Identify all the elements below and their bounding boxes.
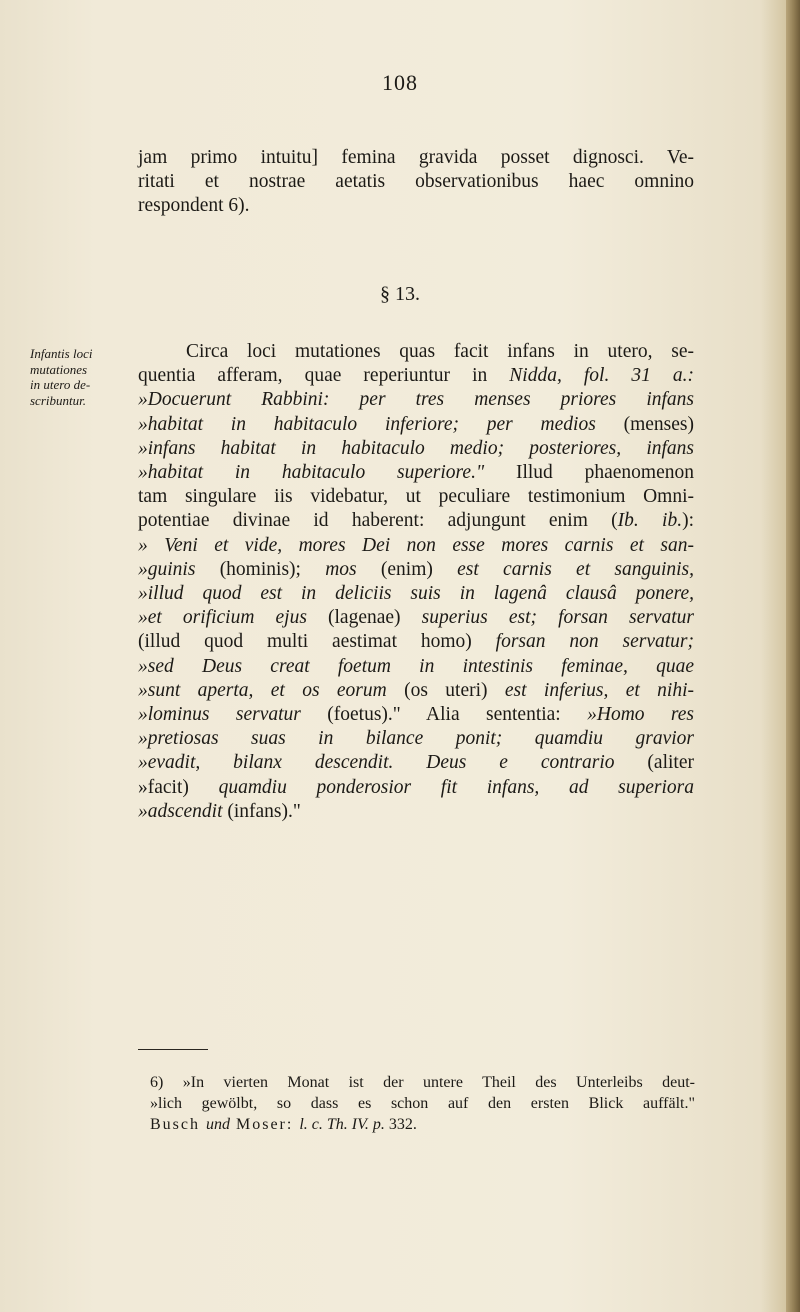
citation: Ib. ib. (617, 510, 683, 532)
text-line: »et orificium ejus (lagenae) superius est; forsan servatur (138, 607, 694, 629)
footnote-line: Busch und Moser: l. c. Th. IV. p. 332. (150, 1116, 417, 1133)
text-line: »guinis (hominis); mos (enim) est carnis et sanguinis, (138, 558, 695, 580)
footnote (150, 1072, 695, 1135)
text-line: »adscendit (infans)." (138, 800, 301, 822)
margin-note (30, 346, 130, 408)
section-heading: § 13. (380, 283, 420, 305)
text-line: quentia afferam, quae reperiuntur in Nidda, fol. 31 a.: (138, 365, 695, 387)
page-number: 108 (382, 70, 418, 95)
margin-note-line: mutationes (30, 361, 88, 377)
text-line: respondent 6). (138, 195, 250, 217)
footnote-divider (138, 1049, 208, 1050)
text-line: ritati et nostrae aetatis observationibus haec omnino (138, 171, 694, 193)
text-line: »facit) quamdiu ponderosior fit infans, ad superiora (138, 776, 694, 798)
margin-note-line: Infantis loci (30, 346, 93, 361)
text-line: potentiae divinae id haberent: adjungunt enim (Ib. ib.): (138, 510, 694, 532)
margin-note-line: in utero de- (30, 377, 91, 392)
paragraph-main (138, 340, 694, 824)
paragraph-intro (138, 146, 694, 219)
text-line: »habitat in habitaculo inferiore; per medios (menses) (138, 413, 694, 435)
text-line: (illud quod multi aestimat homo) forsan non servatur; (138, 631, 694, 653)
text-line: »lominus servatur (foetus)." Alia sententia: »Homo res (138, 704, 695, 726)
text-line: »sunt aperta, et os eorum (os uteri) est inferius, et nihi- (138, 679, 695, 701)
text-line: »illud quod est in deliciis suis in lagenâ clausâ ponere, (138, 583, 694, 605)
page-edge-shadow (786, 0, 800, 1312)
footnote-line: 6) »In vierten Monat ist der untere Theil des Unterleibs deut- (150, 1074, 695, 1091)
text-line: jam primo intuitu] femina gravida posset dignosci. Ve- (138, 147, 694, 168)
text-line: »pretiosas suas in bilance ponit; quamdiu gravior (138, 728, 694, 750)
margin-note-line: scribuntur. (30, 392, 86, 408)
text-line: Circa loci mutationes quas facit infans in utero, se- (186, 341, 694, 362)
citation: Nidda, fol. (509, 365, 610, 387)
text-line: »evadit, bilanx descendit. Deus e contrario (aliter (138, 752, 694, 774)
footnote-line: »lich gewölbt, so dass es schon auf den ersten Blick auffält." (150, 1095, 695, 1112)
text-line: »infans habitat in habitaculo medio; posteriores, infans (138, 437, 694, 459)
text-line: tam singulare iis videbatur, ut peculiare testimonium Omni- (138, 486, 694, 508)
text-line: »habitat in habitaculo superiore." Illud phaenomenon (138, 462, 694, 484)
text-line: »sed Deus creat foetum in intestinis feminae, quae (138, 655, 694, 677)
text-line: »Docuerunt Rabbini: per tres menses priores infans (138, 389, 694, 411)
text-line: » Veni et vide, mores Dei non esse mores carnis et san- (138, 534, 694, 556)
